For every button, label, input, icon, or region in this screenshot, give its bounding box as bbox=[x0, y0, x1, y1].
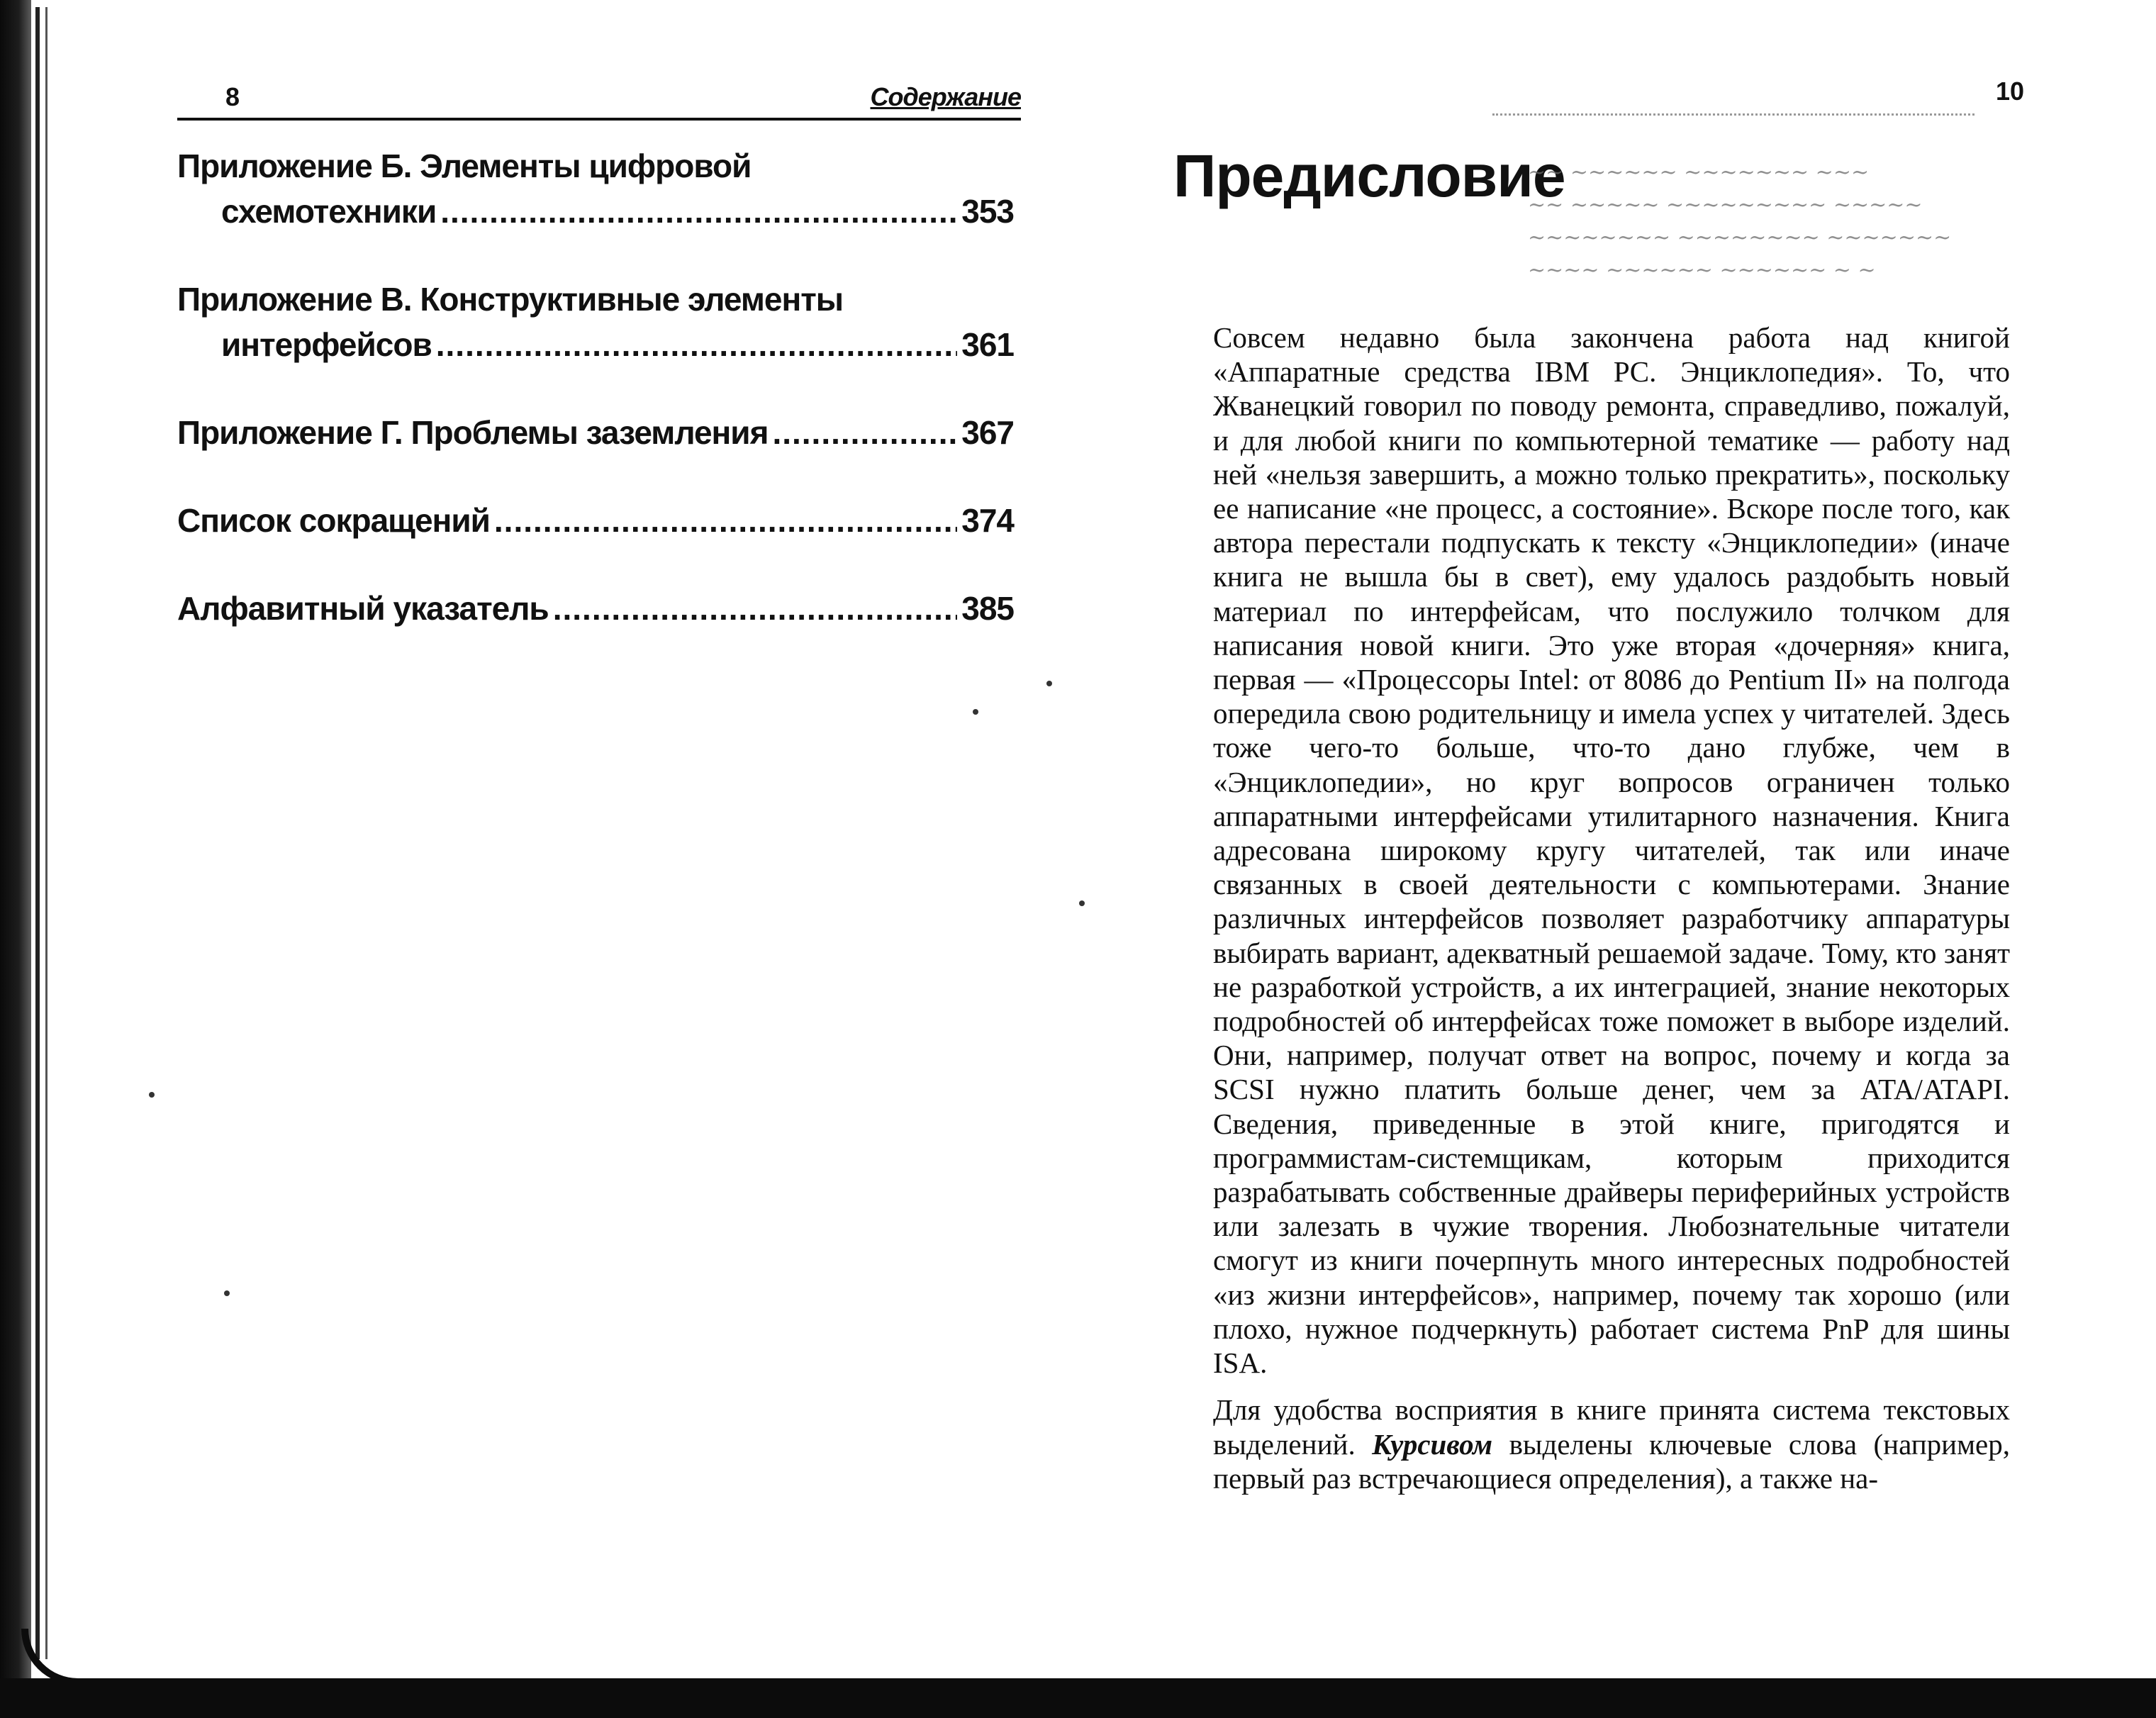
running-head bbox=[177, 78, 1021, 121]
paragraph-text: выделены ключевые слова (например, первый раз встречающиеся определения), а также на- bbox=[1213, 1427, 2010, 1495]
body-text bbox=[1213, 320, 2010, 1508]
toc-entry-title: Список сокращений bbox=[177, 502, 490, 539]
toc-entry-title-line bbox=[177, 410, 1014, 455]
toc-entry bbox=[177, 143, 1014, 234]
toc-entry-title: Алфавитный указатель bbox=[177, 590, 549, 627]
paragraph-text: Для удобства восприятия в книге принята система текстовых выделений. bbox=[1213, 1393, 2010, 1461]
left-page bbox=[177, 78, 1021, 787]
paragraph bbox=[1213, 1393, 2010, 1495]
scan-bottom-edge bbox=[0, 1678, 2156, 1718]
toc-entry bbox=[177, 586, 1014, 631]
toc-entry-title-line bbox=[177, 143, 1014, 189]
toc-entry bbox=[177, 277, 1014, 367]
toc-page-number: 361 bbox=[961, 326, 1014, 363]
binding-shadow-line bbox=[45, 7, 48, 1659]
toc-entry-title-cont: схемотехники bbox=[221, 193, 437, 230]
scan-speck bbox=[1079, 900, 1085, 906]
paragraph: Совсем недавно была закончена работа над книгой «Аппаратные средства IBM PC. Энциклопедия». То, что Жванецкий говорил по поводу ремонта, справедливо, пожалуй, и для любой книги по компьютерной тематике — работу над ней «нельзя завершить, а можно только прекратить», поскольку ее написание «не процесс, а состояние». Вскоре после того, как автора перестали подпускать к тексту «Энциклопедии» (иначе книга не вышла бы в свет), ему удалось раздобыть новый материал по интерфейсам, что послужило толчком для написания новой книги. Это уже вторая «дочерняя» книга, первая — «Процессоры Intel: от 8086 до Pentium II» на полгода опередила свою родительницу и имела успех у читателей. Здесь тоже чего-то больше, что-то дано глубже, чем в «Энциклопедии», но круг вопросов ограничен только аппаратными интерфейсами утилитарного назначения. Книга адресована широкому кругу читателей, так или иначе связанных в своей деятельности с компьютерами. Знание различных интерфейсов позволяет разработчику аппаратуры выбирать вариант, адекватный решаемой задаче. Тому, кто занят не разработкой устройств, а их интеграцией, знание некоторых подробностей об интерфейсах тоже поможет в выборе изделий. Они, например, получат ответ на вопрос, почему и когда за SCSI нужно платить больше денег, чем за ATA/ATAPI. Сведения, приведенные в этой книге, пригодятся и программистам-системщикам, которым приходится разрабатывать собственные драйверы периферийных устройств или залезать в чужие творения. Любознательные читатели смогут из книги почерпнуть много интересных подробностей «из жизни интерфейсов», например, почему так хорошо (или плохо, нужное подчеркнуть) работает система PnP для шины ISA. bbox=[1213, 321, 2010, 1380]
toc-leader-dots bbox=[553, 586, 958, 631]
toc-entry bbox=[177, 410, 1014, 455]
page-curl bbox=[21, 1629, 128, 1685]
toc-leader-dots bbox=[436, 322, 958, 367]
show-through-line: ~ ~ ~~~~~~ ~~~~~~ ~~~~ bbox=[1528, 258, 1876, 283]
toc-entry-title: Приложение В. Конструктивные элементы bbox=[177, 281, 844, 318]
toc-entry-title-line bbox=[177, 277, 1014, 322]
book-binding-edge bbox=[0, 0, 31, 1718]
toc-page-number: 385 bbox=[961, 590, 1014, 627]
scan-speck bbox=[1046, 681, 1052, 686]
toc-leader-dots bbox=[494, 498, 957, 543]
chapter-title: Предисловие bbox=[1173, 143, 1565, 209]
page-number: 8 bbox=[225, 82, 240, 111]
header-rule bbox=[1492, 113, 1975, 116]
scan-speck bbox=[224, 1290, 230, 1296]
toc-entry-title: Приложение Б. Элементы цифровой bbox=[177, 147, 752, 184]
show-through-line: ~~~~~ ~~~~~~~~~ ~~~~~ ~~ bbox=[1528, 193, 1923, 218]
toc-page-number: 353 bbox=[961, 193, 1014, 230]
toc-entry-continuation bbox=[177, 189, 1014, 234]
toc-page-number: 374 bbox=[961, 502, 1014, 539]
binding-shadow-line bbox=[35, 7, 40, 1659]
italic-term: Курсивом bbox=[1372, 1427, 1493, 1461]
show-through-line: ~~~ ~~~~~~~ ~~~~~~ ~~ bbox=[1528, 160, 1870, 185]
toc-entry-continuation bbox=[177, 322, 1014, 367]
right-page bbox=[1173, 71, 2024, 1595]
show-through-line: ~~~~~~~ ~~~~~~~~ ~~~~~~~~ bbox=[1528, 225, 1952, 250]
toc-entry bbox=[177, 498, 1014, 543]
scan-speck bbox=[149, 1092, 155, 1098]
toc-entry-title-line bbox=[177, 498, 1014, 543]
show-through-text bbox=[1528, 156, 2017, 286]
toc-entry-title-line bbox=[177, 586, 1014, 631]
scan-speck bbox=[973, 709, 978, 715]
toc-leader-dots bbox=[772, 410, 957, 455]
toc-page-number: 367 bbox=[961, 414, 1014, 451]
page-number: 10 bbox=[1995, 77, 2024, 106]
toc-entry-title-cont: интерфейсов bbox=[221, 326, 432, 363]
toc-leader-dots bbox=[440, 189, 957, 234]
running-head-title: Содержание bbox=[870, 82, 1021, 111]
toc-entry-title: Приложение Г. Проблемы заземления bbox=[177, 414, 769, 451]
